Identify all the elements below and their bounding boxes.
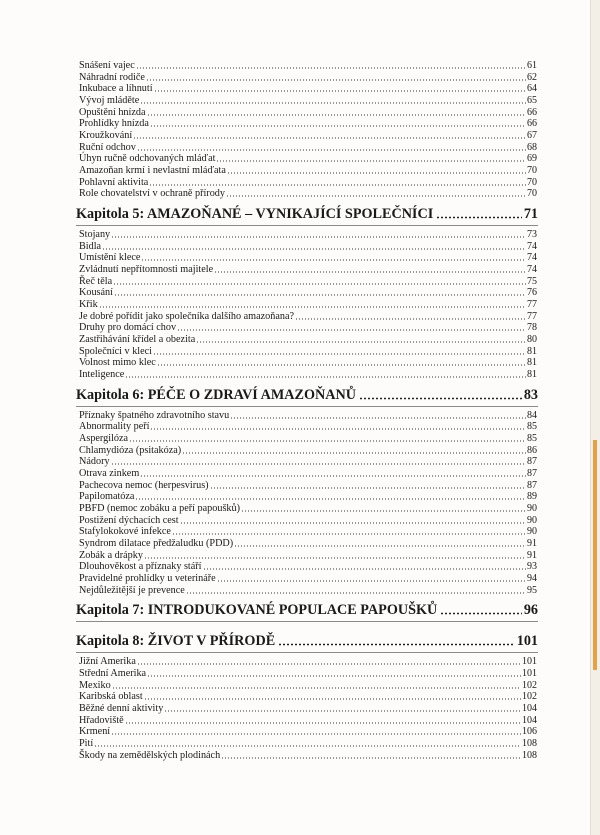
entry-page-number: 89	[527, 491, 537, 503]
entry-title: Pití	[79, 738, 94, 750]
entry-title: Prohlídky hnízda	[79, 118, 149, 130]
entry-title: Chlamydióza (psitakóza)	[79, 444, 182, 456]
entry-title: Vývoj mláděte	[79, 95, 140, 106]
entry-title: Náhradní rodiče	[79, 71, 145, 83]
entry-page-number: 85	[527, 433, 537, 445]
entry-page-number: 73	[527, 229, 537, 241]
entry-title: Umístění klece	[79, 252, 141, 264]
entry-page-number: 77	[527, 299, 537, 311]
entry-page-number: 61	[527, 60, 537, 71]
entry-page-number: 69	[527, 153, 537, 165]
entry-title: Druhy pro domácí chov	[79, 322, 177, 334]
entry-title: Křik	[79, 299, 98, 311]
dot-leader	[436, 216, 522, 219]
entry-title: Společníci v kleci	[79, 345, 152, 357]
entry-page-number: 70	[527, 165, 537, 177]
entry-title: Snášení vajec	[79, 60, 135, 71]
entry-page-number: 101	[522, 668, 537, 680]
chapter-rule	[76, 225, 538, 226]
entry-title: Opuštění hnízda	[79, 106, 146, 118]
entry-page-number: 95	[527, 584, 537, 596]
entry-page-number: 108	[522, 749, 537, 761]
entry-page-number: 90	[527, 503, 537, 515]
entry-page-number: 102	[522, 679, 537, 691]
entry-page-number: 68	[527, 141, 537, 153]
page-edge-marker	[593, 440, 597, 670]
entry-title: Je dobré pořídit jako společníka dalšího amazoňana?	[79, 310, 294, 322]
dot-leader	[125, 376, 526, 378]
entry-title: Abnormality peří	[79, 421, 150, 433]
toc-entry	[79, 748, 537, 761]
entry-page-number: 64	[527, 83, 537, 95]
chapter-heading	[76, 600, 538, 618]
dot-leader	[221, 757, 521, 759]
entry-page-number: 91	[527, 538, 537, 550]
entry-title: Střední Amerika	[79, 668, 147, 680]
entry-title: Hřadoviště	[79, 714, 124, 726]
entry-title: Běžné denní aktivity	[79, 703, 164, 715]
entry-page-number: 101	[522, 656, 537, 668]
entry-page-number: 66	[527, 118, 537, 130]
dot-leader	[278, 643, 515, 646]
entry-title: Papilomatóza	[79, 491, 135, 503]
entry-title: Stojany	[79, 229, 111, 241]
entry-title: Stafylokokové infekce	[79, 526, 171, 538]
entry-title: Kousání	[79, 287, 113, 299]
entry-title: Role chovatelství v ochraně přírody	[79, 188, 225, 200]
entry-page-number: 104	[522, 714, 537, 726]
entry-title: Karibská oblast	[79, 691, 143, 703]
entry-page-number: 70	[527, 188, 537, 200]
entry-title: Pravidelné prohlídky u veterináře	[79, 573, 216, 585]
page-edge	[590, 0, 600, 835]
entry-page-number: 85	[527, 421, 537, 433]
chapter-title: Kapitola 5: AMAZOŇANÉ – VYNIKAJÍCÍ SPOLEČNÍCI	[76, 206, 434, 223]
entry-title: Dlouhověkost a příznaky stáří	[79, 561, 202, 573]
entry-title: Inkubace a líhnutí	[79, 83, 153, 95]
entry-title: Nádory	[79, 456, 110, 468]
entry-title: Jižní Amerika	[79, 656, 136, 668]
dot-leader	[226, 195, 526, 197]
chapter-heading	[76, 204, 538, 222]
entry-page-number: 87	[527, 468, 537, 480]
entry-page-number: 87	[527, 456, 537, 468]
entry-title: Řeč těla	[79, 275, 113, 287]
entry-title: Škody na zemědělských plodinách	[79, 749, 221, 761]
entry-title: Zastřihávání křídel a obezita	[79, 334, 196, 346]
entry-title: Krmení	[79, 726, 111, 738]
toc-entry	[79, 583, 537, 596]
entry-page-number: 91	[527, 549, 537, 561]
entry-title: Ruční odchov	[79, 141, 136, 153]
entry-page-number: 75	[527, 275, 537, 287]
entry-title: Pachecova nemoc (herpesvirus)	[79, 479, 209, 491]
entry-page-number: 74	[527, 252, 537, 264]
entry-title: Bidla	[79, 240, 102, 252]
entry-title: Postižení dýchacích cest	[79, 514, 179, 526]
entry-page-number: 66	[527, 106, 537, 118]
dot-leader	[186, 592, 526, 594]
entry-page-number: 70	[527, 176, 537, 188]
entry-title: Aspergilóza	[79, 433, 129, 445]
entry-page-number: 94	[527, 573, 537, 585]
entry-page-number: 80	[527, 334, 537, 346]
entry-page-number: 90	[527, 514, 537, 526]
entry-title: Zobák a drápky	[79, 549, 143, 561]
entry-title: Volnost mimo klec	[79, 357, 156, 369]
chapter-page-number: 101	[516, 633, 538, 650]
chapter-rule	[76, 621, 538, 622]
entry-page-number: 81	[527, 369, 537, 381]
entry-page-number: 78	[527, 322, 537, 334]
entry-page-number: 93	[527, 561, 537, 573]
entry-title: Inteligence	[79, 369, 125, 381]
entry-page-number: 77	[527, 310, 537, 322]
toc-entry	[79, 186, 537, 199]
chapter-title: Kapitola 6: PÉČE O ZDRAVÍ AMAZOŇANŮ	[76, 386, 356, 403]
chapter-page-number: 71	[523, 206, 538, 223]
entry-page-number: 102	[522, 691, 537, 703]
chapter-rule	[76, 406, 538, 407]
entry-page-number: 62	[527, 71, 537, 83]
entry-page-number: 106	[522, 726, 537, 738]
entry-page-number: 65	[527, 95, 537, 106]
entry-title: Otrava zinkem	[79, 468, 140, 480]
toc-entry	[79, 367, 537, 380]
entry-page-number: 108	[522, 738, 537, 750]
chapter-heading	[76, 631, 538, 649]
chapter-title: Kapitola 8: ŽIVOT V PŘÍRODĚ	[76, 633, 276, 650]
entry-page-number: 90	[527, 526, 537, 538]
entry-page-number: 74	[527, 240, 537, 252]
dot-leader	[440, 612, 522, 615]
entry-title: Příznaky špatného zdravotního stavu	[79, 409, 230, 421]
entry-page-number: 74	[527, 264, 537, 276]
chapter-page-number: 96	[523, 602, 538, 619]
chapter-title: Kapitola 7: INTRODUKOVANÉ POPULACE PAPOUŠKŮ	[76, 602, 438, 619]
entry-page-number: 104	[522, 703, 537, 715]
chapter-page-number: 83	[523, 386, 538, 403]
entry-title: Úhyn ručně odchovaných mláďat	[79, 153, 216, 165]
entry-title: Amazoňan krmí i nevlastní mláďata	[79, 165, 226, 177]
entry-page-number: 76	[527, 287, 537, 299]
entry-page-number: 84	[527, 409, 537, 421]
entry-page-number: 81	[527, 345, 537, 357]
entry-title: Pohlavní aktivita	[79, 176, 149, 188]
chapter-rule	[76, 652, 538, 653]
entry-page-number: 87	[527, 479, 537, 491]
entry-title: Syndrom dilatace předžaludku (PDD)	[79, 538, 234, 550]
chapter-heading	[76, 385, 538, 403]
entry-title: PBFD (nemoc zobáku a peří papoušků)	[79, 503, 240, 515]
dot-leader	[359, 397, 522, 400]
entry-title: Mexiko	[79, 679, 111, 691]
entry-page-number: 81	[527, 357, 537, 369]
entry-title: Zvládnutí nepřítomnosti majitele	[79, 264, 214, 276]
entry-page-number: 86	[527, 444, 537, 456]
entry-title: Nejdůležitější je prevence	[79, 584, 185, 596]
entry-page-number: 67	[527, 130, 537, 142]
entry-title: Kroužkování	[79, 130, 133, 142]
